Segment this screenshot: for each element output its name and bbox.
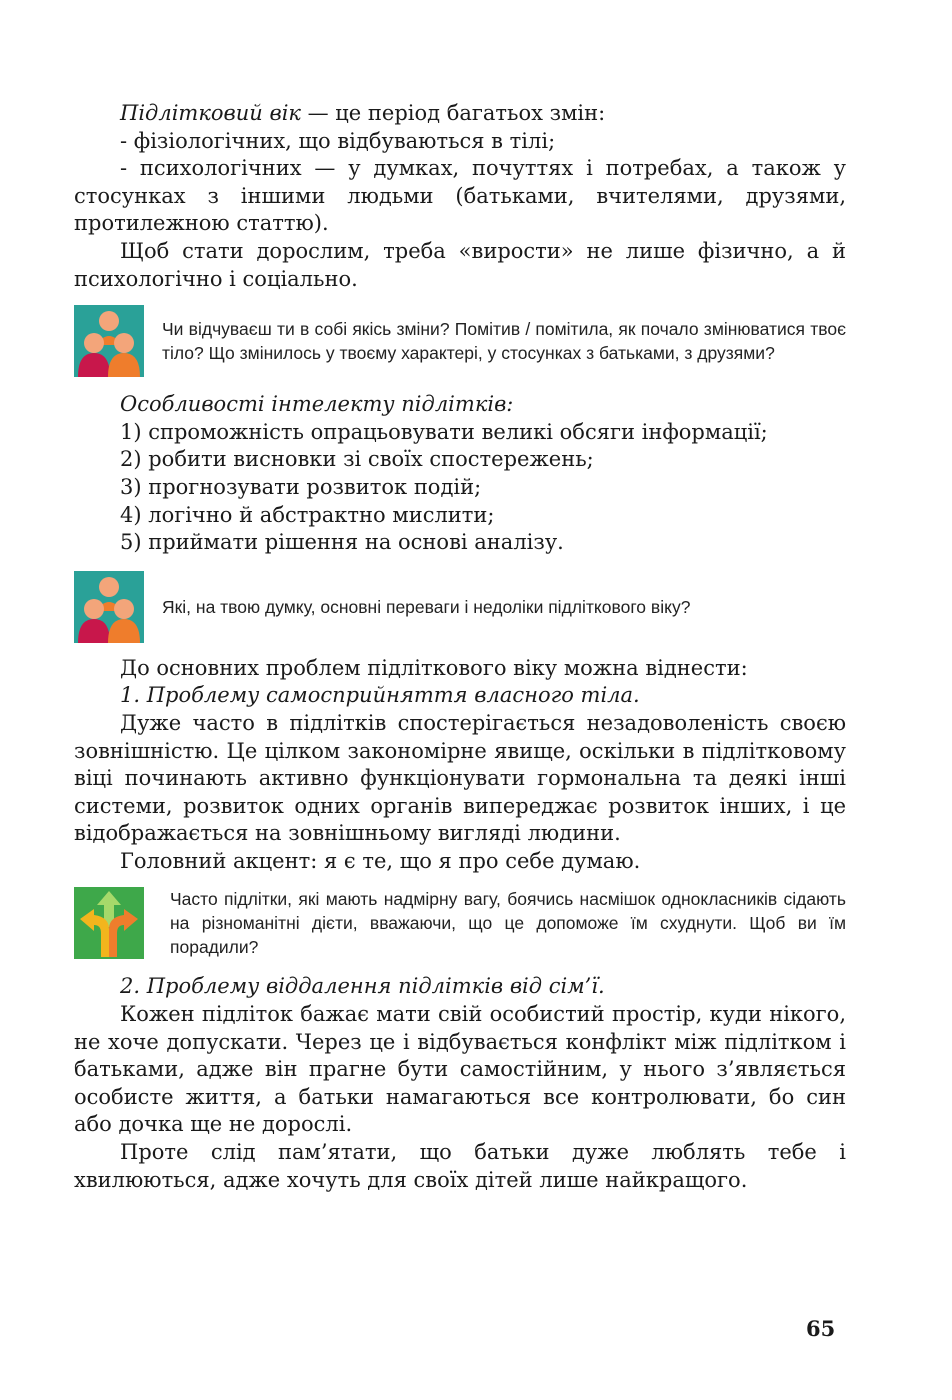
- problems-intro: До основних проблем підліткового віку можна віднести:: [120, 655, 748, 680]
- question-callout-1: [74, 305, 846, 377]
- problem-1-title: 1. Проблему самосприйняття власного тіла.: [120, 683, 640, 708]
- problem-1-text: Дуже часто в підлітків спостерігається незадоволеність своєю зовнішністю. Це цілком закономірне явище, оскільки в підлітковому віці починають активно функціонувати гормональна та деякі інші системи, розвиток одних органів випереджає розвиток інших, і це відображається на зовнішньому вигляді людини.: [74, 710, 846, 846]
- grow-up-paragraph: Щоб стати дорослим, треба «вирости» не лише фізично, а й психологічно і соціально.: [74, 238, 846, 291]
- problem-2-title: 2. Проблему віддалення підлітків від сім’ї.: [120, 974, 605, 999]
- change-item-psychological: - психологічних — у думках, почуттях і потребах, а також у стосунках з іншими людьми (батьками, вчителями, друзями, протилежною статтю).: [74, 156, 846, 236]
- question-callout-2: [74, 571, 846, 643]
- intellect-item: 3) прогнозувати розвиток подій;: [120, 474, 482, 499]
- group-discussion-icon: [74, 571, 144, 643]
- callout-1-text: Чи відчуваєш ти в собі якісь зміни? Помітив / помітила, як почало змінюватися твоє тіло? Що змінилось у твоєму характері, у стосунках з батьками, з друзями?: [162, 319, 846, 364]
- problem-2-text: Кожен підліток бажає мати свій особистий простір, куди нікого, не хоче допускати. Через це і відбувається конфлікт між підлітком і батьками, адже він прагне бути самостійним, у нього з’являється особисте життя, а батьки намагаються все контролювати, бо син або дочка ще не дорослі.: [74, 1002, 846, 1137]
- change-item-physiological: - фізіологічних, що відбуваються в тілі;: [120, 128, 556, 153]
- advice-callout: [74, 887, 846, 959]
- main-accent: Головний акцент: я є те, що я про себе думаю.: [120, 848, 641, 873]
- callout-2-text: Які, на твою думку, основні переваги і недоліки підліткового віку?: [162, 596, 691, 617]
- intellect-item: 2) робити висновки зі своїх спостережень;: [120, 447, 594, 472]
- crossroads-arrows-icon: [74, 887, 144, 959]
- intellect-item: 1) спроможність опрацьовувати великі обсяги інформації;: [120, 419, 768, 444]
- intellect-heading: Особливості інтелекту підлітків:: [120, 392, 514, 417]
- intro-term: Підлітковий вік: [120, 101, 301, 125]
- intro-definition: — це період багатьох змін:: [300, 101, 606, 125]
- intro-line: [74, 100, 846, 128]
- intellect-item: 4) логічно й абстрактно мислити;: [120, 502, 495, 527]
- group-discussion-icon: [74, 305, 144, 377]
- page-content: [74, 100, 846, 1194]
- page-number: 65: [806, 1316, 836, 1341]
- callout-3-text: Часто підлітки, які мають надмірну вагу, боячись насмішок однокласників сідають на різноманітні дієти, вважаючи, що це допоможе їм схуднути. Щоб ви їм порадили?: [170, 889, 846, 958]
- intellect-item: 5) приймати рішення на основі аналізу.: [120, 530, 564, 555]
- closing-paragraph: Проте слід пам’ятати, що батьки дуже люблять тебе і хвилюються, адже хочуть для своїх дітей лише найкращого.: [74, 1140, 846, 1192]
